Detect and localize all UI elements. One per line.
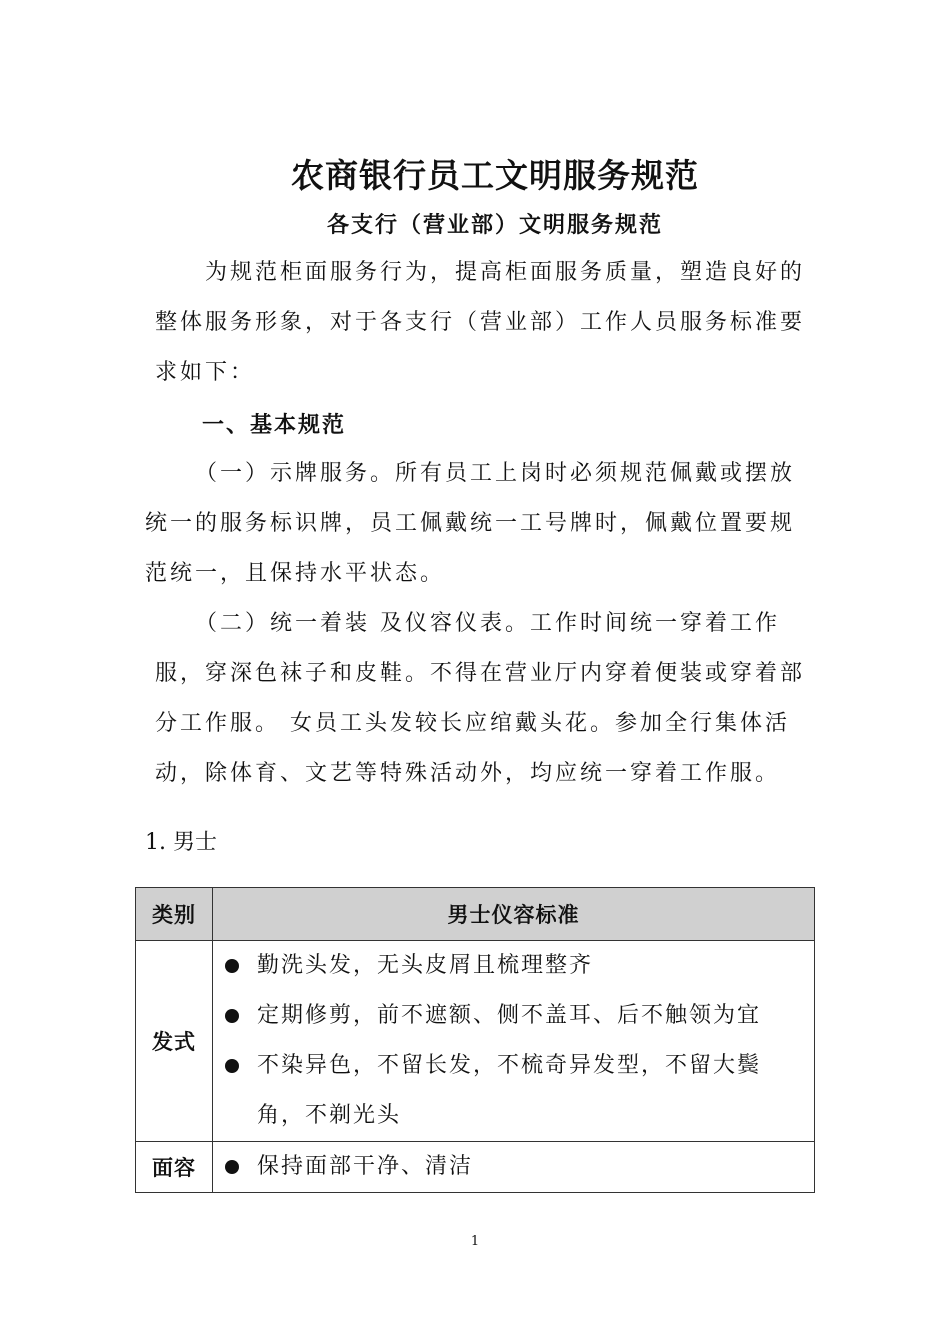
paragraph-badge-service: （一）示牌服务。所有员工上岗时必须规范佩戴或摆放统一的服务标识牌，员工佩戴统一工号牌时，佩戴位置要规范统一，且保持水平状态。: [145, 461, 796, 586]
header-category: 类别: [136, 888, 213, 941]
list-item: [213, 941, 814, 991]
row-category: 发式: [136, 941, 213, 1142]
row-category: 面容: [136, 1142, 213, 1193]
list-item: [213, 1041, 814, 1141]
list-label-men: 1. 男士: [145, 830, 217, 855]
header-standard: 男士仪容标准: [213, 888, 815, 941]
table-header-row: [136, 888, 815, 941]
list-item-text: 定期修剪，前不遮额、侧不盖耳、后不触领为宜: [257, 1003, 762, 1028]
list-item-text: 勤洗头发，无头皮屑且梳理整齐: [257, 953, 594, 978]
document-subtitle: 各支行（营业部）文明服务规范: [326, 213, 663, 238]
intro-paragraph: 为规范柜面服务行为，提高柜面服务质量，塑造良好的整体服务形象，对于各支行（营业部）工作人员服务标准要求如下：: [155, 260, 806, 385]
table-row: [136, 1142, 815, 1193]
row-items: [213, 941, 815, 1142]
document-title: 农商银行员工文明服务规范: [291, 156, 699, 195]
bullet-icon: [225, 1160, 239, 1174]
table-row: [136, 941, 815, 1142]
list-item-text: 保持面部干净、清洁: [257, 1154, 474, 1179]
row-items: [213, 1142, 815, 1193]
bullet-icon: [225, 959, 239, 973]
list-item-text: 不染异色，不留长发，不梳奇异发型，不留大鬓角，不剃光头: [257, 1053, 762, 1128]
section-heading-basic: 一、基本规范: [202, 413, 347, 438]
bullet-icon: [225, 1009, 239, 1023]
grooming-standards-table: [135, 887, 815, 1193]
list-item: [213, 991, 814, 1041]
list-item: [213, 1142, 814, 1192]
paragraph-uniform: （二）统一着装 及仪容仪表。工作时间统一穿着工作服，穿深色袜子和皮鞋。不得在营业厅内穿着便装或穿着部分工作服。 女员工头发较长应绾戴头花。参加全行集体活动，除体育、文艺等特殊活动外，均应统一穿着工作服。: [155, 611, 806, 786]
page-number: 1: [470, 1234, 480, 1249]
bullet-icon: [225, 1059, 239, 1073]
